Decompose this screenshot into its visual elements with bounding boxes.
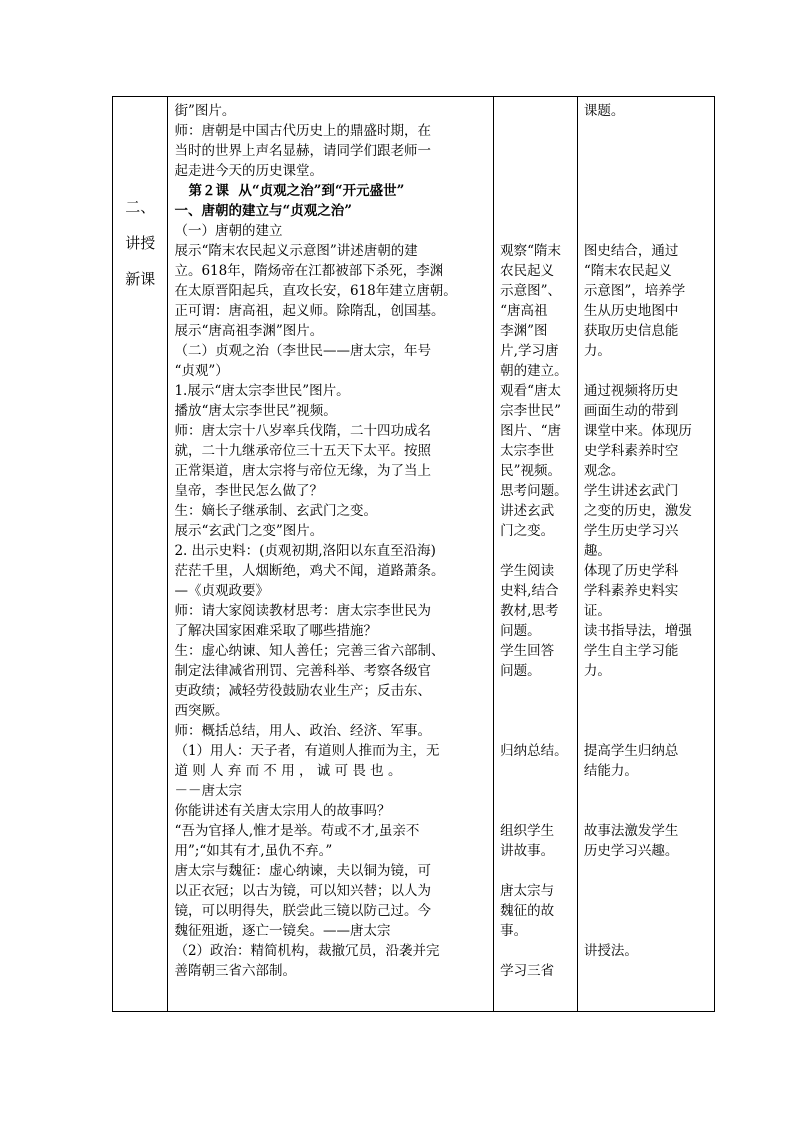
- student-line: 魏征的故: [500, 903, 555, 919]
- student-line: 观看“唐太: [500, 383, 562, 399]
- teacher-line: 魏征殂逝，逐亡一镜矣。——唐太宗: [174, 923, 391, 939]
- intent-line: 之变的历史，激发: [583, 503, 692, 519]
- intent-line: 力。: [583, 343, 611, 359]
- teacher-line: 制定法律减省刑罚、完善科举、考察各级官: [174, 663, 431, 679]
- student-line: [500, 221, 573, 241]
- student-line: [500, 201, 573, 221]
- teacher-line: 展示“玄武门之变”图片。: [174, 523, 324, 539]
- student-line: 李渊”图: [500, 323, 548, 339]
- teacher-line: 就，二十九继承帝位三十五天下太平。按照: [174, 443, 431, 459]
- intent-line: 故事法激发学生: [583, 823, 679, 839]
- student-line: 问题。: [500, 623, 541, 639]
- student-line: 组织学生: [500, 823, 555, 839]
- intent-line: 结能力。: [583, 763, 638, 779]
- intent-line: [584, 121, 710, 141]
- student-line: 太宗李世: [500, 443, 555, 459]
- student-line: 农民起义: [500, 263, 555, 279]
- teacher-line: 你能讲述有关唐太宗用人的故事吗？: [174, 803, 391, 819]
- design-intent-cell: [577, 97, 714, 1012]
- intent-line: 讲授法。: [583, 943, 638, 959]
- teacher-line: “吾为官择人,惟才是举。苟或不才,虽亲不: [174, 823, 420, 839]
- teacher-line: 生：虚心纳谏、知人善任；完善三省六部制、: [174, 643, 445, 659]
- teacher-line: 生：嫡长子继承制、玄武门之变。: [174, 503, 377, 519]
- student-line: 门之变。: [500, 523, 555, 539]
- teacher-line: （1）用人：天子者，有道则人推而为主，无: [174, 743, 440, 759]
- intent-line: [584, 881, 710, 901]
- teacher-line: 师：概括总结，用人、政治、经济、军事。: [174, 723, 431, 739]
- student-line: 片,学习唐: [500, 343, 559, 359]
- teacher-line: 一、唐朝的建立与“贞观之治”: [174, 203, 352, 219]
- student-line: 归纳总结。: [500, 743, 568, 759]
- intent-line: 历史学习兴趣。: [583, 843, 679, 859]
- intent-line: 力。: [583, 663, 611, 679]
- student-line: [500, 141, 573, 161]
- teacher-line: 2. 出示史料：(贞观初期,洛阳以东直至沿海): [174, 543, 436, 559]
- intent-line: 史学科素养时空: [583, 443, 679, 459]
- intent-line: [584, 141, 710, 161]
- student-line: 宗李世民”: [500, 403, 562, 419]
- student-line: 观察“隋末: [500, 243, 562, 259]
- teacher-line: 以正衣冠；以古为镜，可以知兴替；以人为: [174, 883, 431, 899]
- student-line: [500, 541, 573, 561]
- teacher-line: 正可谓：唐高祖，起义师。除隋乱，创国基。: [174, 303, 445, 319]
- teacher-line: 西突厥。: [174, 703, 229, 719]
- student-line: 教材,思考: [500, 603, 559, 619]
- student-line: [500, 941, 573, 961]
- teacher-line: 播放“唐太宗李世民”视频。: [174, 403, 337, 419]
- student-line: [500, 161, 573, 181]
- student-line: 事。: [500, 923, 528, 939]
- intent-line: “隋末农民起义: [583, 263, 672, 279]
- teacher-line: 吏政绩；减轻劳役鼓励农业生产；反击东、: [174, 683, 431, 699]
- intent-line: [584, 801, 710, 821]
- teacher-line: 师：请大家阅读教材思考：唐太宗李世民为: [174, 603, 431, 619]
- intent-line: [584, 161, 710, 181]
- teacher-line: 皇帝，李世民怎么做了？: [174, 483, 323, 499]
- intent-line: 示意图”，培养学: [583, 283, 686, 299]
- intent-line: [584, 181, 710, 201]
- intent-line: 画面生动的带到: [583, 403, 679, 419]
- student-line: 讲述玄武: [500, 503, 555, 519]
- intent-line: 证。: [583, 603, 611, 619]
- student-line: 民”视频。: [500, 463, 562, 479]
- teacher-line: 当时的世界上声名显赫，请同学们跟老师一: [174, 143, 431, 159]
- teacher-line: 第２课 从“贞观之治”到“开元盛世”: [188, 183, 405, 199]
- intent-line: [584, 701, 710, 721]
- section-title-line-2: 新课: [125, 270, 156, 288]
- intent-line: 学生讲述玄武门: [583, 483, 679, 499]
- student-line: 朝的建立。: [500, 363, 568, 379]
- student-line: 学生阅读: [500, 563, 555, 579]
- intent-line: 学生历史学习兴: [583, 523, 679, 539]
- student-line: [500, 681, 573, 701]
- intent-line: 体现了历史学科: [583, 563, 679, 579]
- section-number: 二、: [125, 198, 156, 216]
- teacher-line: 1.展示“唐太宗李世民”图片。: [174, 383, 350, 399]
- teacher-line: 茫茫千里，人烟断绝，鸡犬不闻，道路萧条。: [174, 563, 445, 579]
- student-line: [500, 181, 573, 201]
- intent-line: [584, 681, 710, 701]
- teacher-line: 起走进今天的历史课堂。: [174, 163, 323, 179]
- teacher-line: “贞观”）: [174, 363, 229, 379]
- intent-line: 图史结合，通过: [583, 243, 679, 259]
- teacher-line: 唐太宗与魏征：虚心纳谏，夫以铜为镜，可: [174, 863, 431, 879]
- teacher-line: 展示“唐高祖李渊”图片。: [174, 323, 324, 339]
- intent-line: [584, 221, 710, 241]
- teacher-line: 展示“隋末农民起义示意图”讲述唐朝的建: [174, 243, 418, 259]
- intent-line: 通过视频将历史: [583, 383, 679, 399]
- section-title-line-1: 讲授: [125, 234, 156, 252]
- teacher-line: —《贞观政要》: [174, 583, 269, 599]
- intent-line: 生从历史地图中: [583, 303, 679, 319]
- student-line: 思考问题。: [500, 483, 568, 499]
- teacher-line: 在太原晋阳起兵，直攻长安，618年建立唐朝。: [174, 283, 457, 299]
- student-line: “唐高祖: [500, 303, 548, 319]
- teacher-line: （2）政治：精简机构，裁撤冗员，沿袭并完: [174, 943, 440, 959]
- teacher-line: 用”;“如其有才,虽仇不弃。”: [174, 843, 333, 859]
- student-line: 讲故事。: [500, 843, 555, 859]
- teacher-line: （二）贞观之治（李世民——唐太宗，年号: [174, 343, 431, 359]
- lesson-plan-table: [112, 96, 715, 1012]
- intent-line: [584, 781, 710, 801]
- intent-line: 观念。: [583, 463, 625, 479]
- student-line: [500, 761, 573, 781]
- teacher-line: －－唐太宗: [174, 783, 242, 799]
- table-row: [113, 97, 715, 1012]
- teacher-line: （一）唐朝的建立: [174, 223, 283, 239]
- teacher-line: 师：唐朝是中国古代历史上的鼎盛时期，在: [174, 123, 431, 139]
- intent-line: [584, 861, 710, 881]
- intent-line: 趣。: [583, 543, 611, 559]
- student-line: [500, 101, 573, 121]
- intent-line: 课题。: [583, 103, 625, 119]
- student-line: [500, 721, 573, 741]
- intent-line: 学科素养史料实: [583, 583, 679, 599]
- student-line: 唐太宗与: [500, 883, 555, 899]
- intent-line: [584, 201, 710, 221]
- student-activity-cell: [494, 97, 578, 1012]
- intent-line: [584, 361, 710, 381]
- student-line: 图片、“唐: [500, 423, 562, 439]
- teacher-line: 善隋朝三省六部制。: [174, 963, 296, 979]
- student-line: 示意图”、: [500, 283, 562, 299]
- teacher-line: 立。618年，隋炀帝在江都被部下杀死，李渊: [174, 263, 444, 279]
- intent-line: [584, 921, 710, 941]
- teacher-line: 正常渠道，唐太宗将与帝位无缘，为了当上: [174, 463, 431, 479]
- student-line: 学生回答: [500, 643, 555, 659]
- intent-line: 读书指导法，增强: [583, 623, 692, 639]
- student-line: 学习三省: [500, 963, 555, 979]
- student-line: [500, 861, 573, 881]
- intent-line: 提高学生归纳总: [583, 743, 679, 759]
- intent-line: [584, 721, 710, 741]
- teacher-line: 镜，可以明得失，朕尝此三镜以防己过。今: [174, 903, 431, 919]
- teacher-line: 街”图片。: [174, 103, 236, 119]
- intent-line: 获取历史信息能: [583, 323, 679, 339]
- teacher-activity-cell: [168, 97, 494, 1012]
- teacher-line: 道 则 人 弃 而 不 用 ， 诚 可 畏 也 。: [174, 763, 402, 779]
- student-line: 史料,结合: [500, 583, 559, 599]
- student-line: 问题。: [500, 663, 541, 679]
- intent-line: [584, 901, 710, 921]
- section-label-cell: [113, 97, 168, 1012]
- student-line: [500, 701, 573, 721]
- teacher-line: 了解决国家困难采取了哪些措施？: [174, 623, 377, 639]
- teacher-line: 师：唐太宗十八岁率兵伐隋，二十四功成名: [174, 423, 431, 439]
- intent-line: 学生自主学习能: [583, 643, 679, 659]
- intent-line: 课堂中来。体现历: [583, 423, 692, 439]
- student-line: [500, 781, 573, 801]
- student-line: [500, 801, 573, 821]
- student-line: [500, 121, 573, 141]
